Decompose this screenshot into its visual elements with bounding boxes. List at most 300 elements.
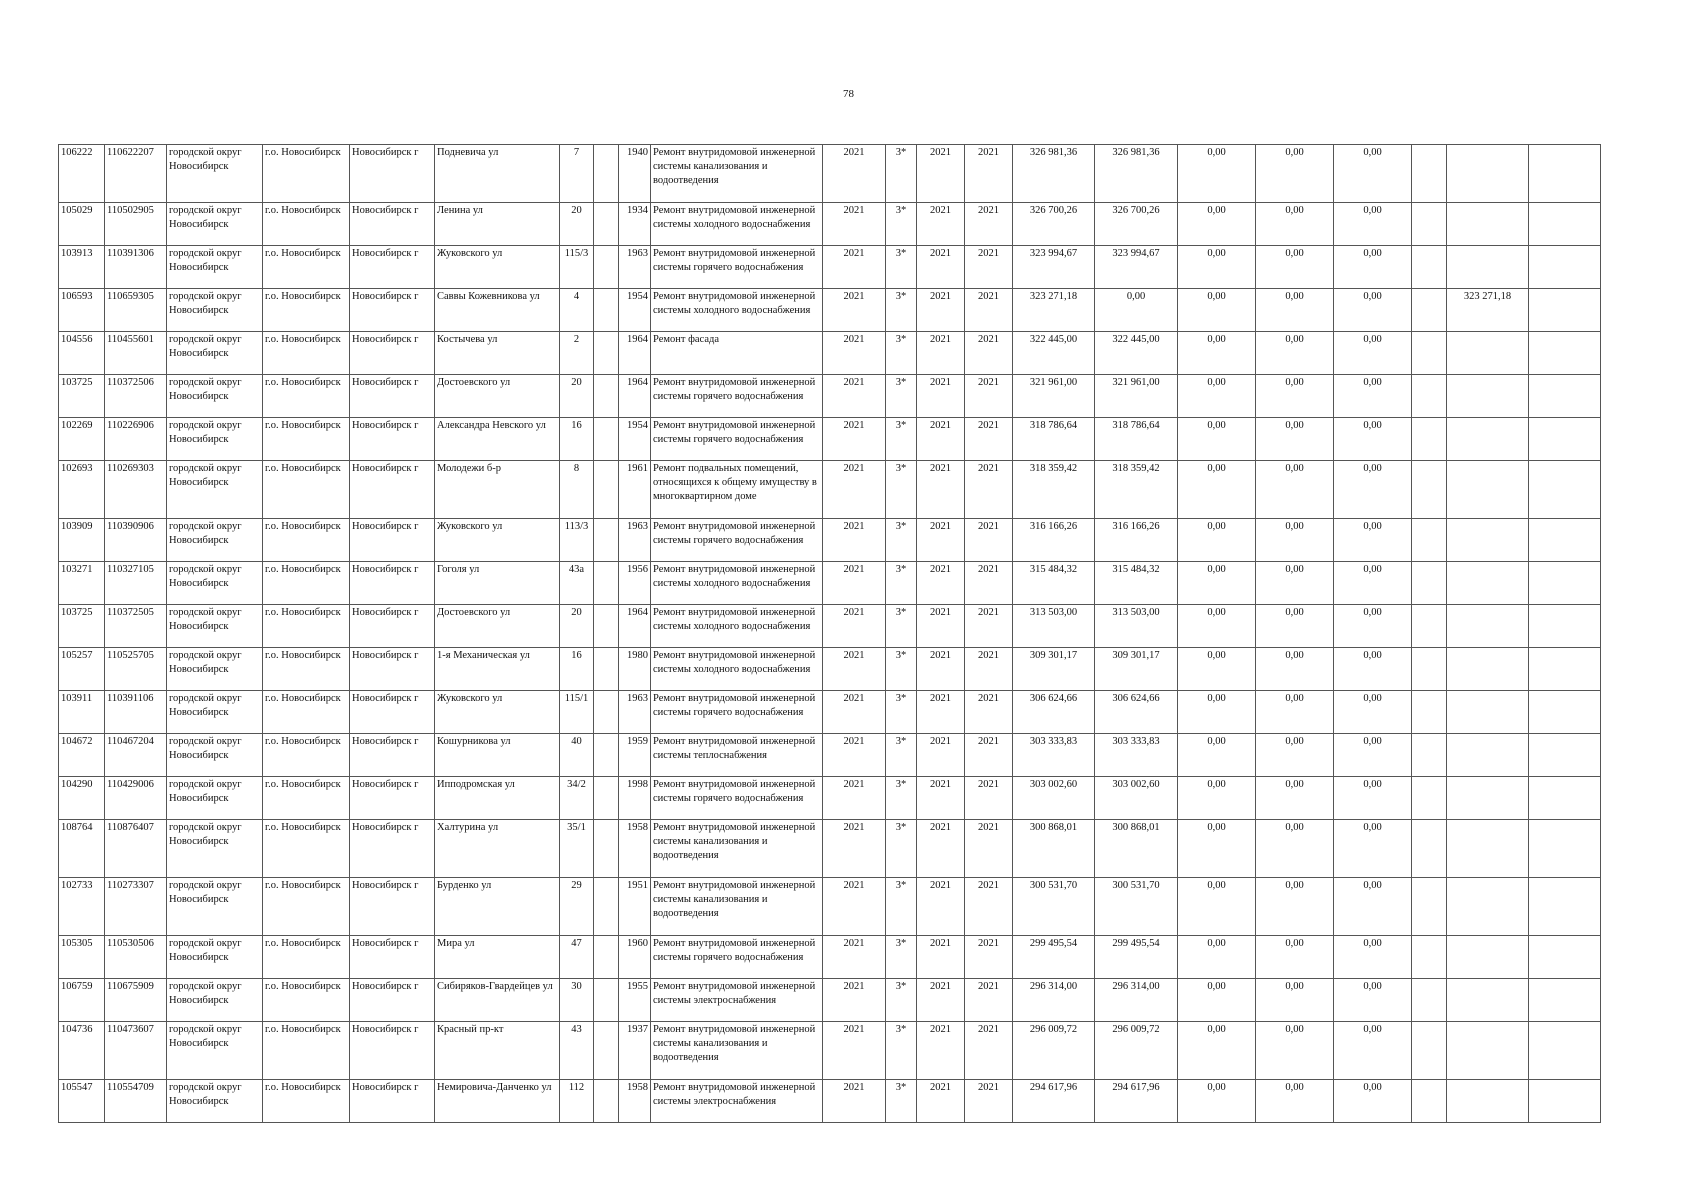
cell-start-year: 2021 xyxy=(917,375,965,418)
cell-plan-year: 2021 xyxy=(823,1080,886,1123)
cell-other-cost xyxy=(1447,246,1529,289)
cell-start-year: 2021 xyxy=(917,777,965,820)
cell-record-id: 102693 xyxy=(59,461,105,519)
cell-category: 3* xyxy=(886,562,917,605)
cell-locality: Новосибирск г xyxy=(350,979,435,1022)
cell-work-type: Ремонт внутридомовой инженерной системы канализования и водоотведения xyxy=(651,145,823,203)
cell-cost-3: 0,00 xyxy=(1334,289,1412,332)
cell-plan-year: 2021 xyxy=(823,648,886,691)
cell-municipality: г.о. Новосибирск xyxy=(263,289,350,332)
cell-empty xyxy=(1412,332,1447,375)
cell-record-id: 103909 xyxy=(59,519,105,562)
cell-cost-1: 0,00 xyxy=(1178,145,1256,203)
cell-municipality: г.о. Новосибирск xyxy=(263,562,350,605)
cell-start-year: 2021 xyxy=(917,734,965,777)
cell-municipality: г.о. Новосибирск xyxy=(263,332,350,375)
table-row xyxy=(59,605,1601,648)
cell-plan-year: 2021 xyxy=(823,519,886,562)
cell-total-cost: 300 531,70 xyxy=(1013,878,1095,936)
cell-total-cost: 313 503,00 xyxy=(1013,605,1095,648)
cell-end-year: 2021 xyxy=(965,878,1013,936)
cell-cost-1: 0,00 xyxy=(1178,648,1256,691)
cell-category: 3* xyxy=(886,289,917,332)
cell-locality: Новосибирск г xyxy=(350,461,435,519)
cell-district: городской округ Новосибирск xyxy=(167,820,263,878)
table-row xyxy=(59,820,1601,878)
cell-cost-3: 0,00 xyxy=(1334,145,1412,203)
cell-fund-cost: 303 333,83 xyxy=(1095,734,1178,777)
cell-plan-year: 2021 xyxy=(823,979,886,1022)
cell-cost-1: 0,00 xyxy=(1178,418,1256,461)
cell-record-id: 102733 xyxy=(59,878,105,936)
cell-end-year: 2021 xyxy=(965,734,1013,777)
cell-fund-cost: 326 981,36 xyxy=(1095,145,1178,203)
cell-work-type: Ремонт внутридомовой инженерной системы электроснабжения xyxy=(651,1080,823,1123)
cell-cost-3: 0,00 xyxy=(1334,203,1412,246)
cell-category: 3* xyxy=(886,820,917,878)
cell-street: 1-я Механическая ул xyxy=(435,648,560,691)
cell-house-code: 110391106 xyxy=(105,691,167,734)
cell-category: 3* xyxy=(886,691,917,734)
cell-plan-year: 2021 xyxy=(823,332,886,375)
cell-house-number: 43а xyxy=(560,562,594,605)
cell-district: городской округ Новосибирск xyxy=(167,145,263,203)
cell-year-built: 1954 xyxy=(619,418,651,461)
cell-record-id: 106222 xyxy=(59,145,105,203)
cell-year-built: 1959 xyxy=(619,734,651,777)
cell-year-built: 1937 xyxy=(619,1022,651,1080)
cell-other-cost xyxy=(1447,375,1529,418)
cell-other-cost xyxy=(1447,936,1529,979)
cell-district: городской округ Новосибирск xyxy=(167,979,263,1022)
cell-start-year: 2021 xyxy=(917,936,965,979)
cell-plan-year: 2021 xyxy=(823,203,886,246)
cell-other-cost xyxy=(1447,878,1529,936)
cell-total-cost: 296 009,72 xyxy=(1013,1022,1095,1080)
cell-house-code: 110390906 xyxy=(105,519,167,562)
cell-empty xyxy=(1412,418,1447,461)
cell-house-number: 115/3 xyxy=(560,246,594,289)
table-row xyxy=(59,936,1601,979)
cell-empty xyxy=(1529,375,1601,418)
cell-house-code: 110467204 xyxy=(105,734,167,777)
cell-house-code: 110269303 xyxy=(105,461,167,519)
cell-locality: Новосибирск г xyxy=(350,562,435,605)
cell-cost-3: 0,00 xyxy=(1334,605,1412,648)
cell-other-cost: 323 271,18 xyxy=(1447,289,1529,332)
cell-building xyxy=(594,878,619,936)
cell-municipality: г.о. Новосибирск xyxy=(263,820,350,878)
cell-empty xyxy=(1529,777,1601,820)
cell-plan-year: 2021 xyxy=(823,936,886,979)
cell-empty xyxy=(1529,648,1601,691)
cell-house-code: 110525705 xyxy=(105,648,167,691)
cell-street: Кошурникова ул xyxy=(435,734,560,777)
cell-locality: Новосибирск г xyxy=(350,1080,435,1123)
cell-work-type: Ремонт внутридомовой инженерной системы холодного водоснабжения xyxy=(651,605,823,648)
cell-building xyxy=(594,648,619,691)
cell-year-built: 1964 xyxy=(619,605,651,648)
cell-work-type: Ремонт внутридомовой инженерной системы горячего водоснабжения xyxy=(651,777,823,820)
cell-municipality: г.о. Новосибирск xyxy=(263,777,350,820)
cell-work-type: Ремонт подвальных помещений, относящихся к общему имуществу в многоквартирном доме xyxy=(651,461,823,519)
cell-other-cost xyxy=(1447,519,1529,562)
cell-locality: Новосибирск г xyxy=(350,734,435,777)
cell-fund-cost: 303 002,60 xyxy=(1095,777,1178,820)
cell-start-year: 2021 xyxy=(917,461,965,519)
cell-cost-2: 0,00 xyxy=(1256,1022,1334,1080)
cell-plan-year: 2021 xyxy=(823,605,886,648)
cell-category: 3* xyxy=(886,145,917,203)
cell-locality: Новосибирск г xyxy=(350,289,435,332)
cell-municipality: г.о. Новосибирск xyxy=(263,1080,350,1123)
cell-house-number: 4 xyxy=(560,289,594,332)
cell-house-code: 110372505 xyxy=(105,605,167,648)
table-row xyxy=(59,145,1601,203)
cell-cost-2: 0,00 xyxy=(1256,332,1334,375)
cell-house-number: 43 xyxy=(560,1022,594,1080)
cell-empty xyxy=(1412,375,1447,418)
cell-cost-1: 0,00 xyxy=(1178,691,1256,734)
cell-end-year: 2021 xyxy=(965,562,1013,605)
cell-cost-3: 0,00 xyxy=(1334,777,1412,820)
cell-fund-cost: 296 009,72 xyxy=(1095,1022,1178,1080)
cell-record-id: 104556 xyxy=(59,332,105,375)
cell-other-cost xyxy=(1447,1080,1529,1123)
cell-house-code: 110622207 xyxy=(105,145,167,203)
cell-cost-1: 0,00 xyxy=(1178,1022,1256,1080)
table-row xyxy=(59,691,1601,734)
cell-cost-2: 0,00 xyxy=(1256,605,1334,648)
cell-plan-year: 2021 xyxy=(823,289,886,332)
cell-locality: Новосибирск г xyxy=(350,519,435,562)
cell-building xyxy=(594,461,619,519)
cell-empty xyxy=(1412,820,1447,878)
cell-fund-cost: 309 301,17 xyxy=(1095,648,1178,691)
cell-work-type: Ремонт внутридомовой инженерной системы горячего водоснабжения xyxy=(651,375,823,418)
cell-category: 3* xyxy=(886,936,917,979)
cell-house-number: 20 xyxy=(560,605,594,648)
cell-year-built: 1958 xyxy=(619,1080,651,1123)
cell-cost-1: 0,00 xyxy=(1178,1080,1256,1123)
cell-empty xyxy=(1529,203,1601,246)
cell-street: Саввы Кожевникова ул xyxy=(435,289,560,332)
cell-start-year: 2021 xyxy=(917,820,965,878)
cell-empty xyxy=(1412,605,1447,648)
cell-street: Подневича ул xyxy=(435,145,560,203)
cell-record-id: 106593 xyxy=(59,289,105,332)
cell-street: Жуковского ул xyxy=(435,691,560,734)
cell-empty xyxy=(1529,878,1601,936)
cell-cost-1: 0,00 xyxy=(1178,461,1256,519)
cell-house-code: 110372506 xyxy=(105,375,167,418)
cell-record-id: 105257 xyxy=(59,648,105,691)
cell-building xyxy=(594,777,619,820)
cell-cost-1: 0,00 xyxy=(1178,519,1256,562)
cell-locality: Новосибирск г xyxy=(350,203,435,246)
cell-house-number: 115/1 xyxy=(560,691,594,734)
cell-house-code: 110876407 xyxy=(105,820,167,878)
table-row xyxy=(59,648,1601,691)
table-row xyxy=(59,203,1601,246)
cell-total-cost: 322 445,00 xyxy=(1013,332,1095,375)
cell-cost-2: 0,00 xyxy=(1256,375,1334,418)
cell-house-code: 110226906 xyxy=(105,418,167,461)
cell-municipality: г.о. Новосибирск xyxy=(263,519,350,562)
cell-house-code: 110327105 xyxy=(105,562,167,605)
cell-cost-3: 0,00 xyxy=(1334,1022,1412,1080)
page-number: 78 xyxy=(843,88,854,100)
cell-empty xyxy=(1412,562,1447,605)
cell-cost-1: 0,00 xyxy=(1178,332,1256,375)
cell-other-cost xyxy=(1447,461,1529,519)
cell-district: городской округ Новосибирск xyxy=(167,734,263,777)
cell-street: Костычева ул xyxy=(435,332,560,375)
cell-street: Ипподромская ул xyxy=(435,777,560,820)
cell-work-type: Ремонт внутридомовой инженерной системы теплоснабжения xyxy=(651,734,823,777)
cell-record-id: 105305 xyxy=(59,936,105,979)
cell-end-year: 2021 xyxy=(965,1022,1013,1080)
cell-municipality: г.о. Новосибирск xyxy=(263,691,350,734)
cell-record-id: 103911 xyxy=(59,691,105,734)
cell-locality: Новосибирск г xyxy=(350,246,435,289)
table-row xyxy=(59,777,1601,820)
cell-street: Сибиряков-Гвардейцев ул xyxy=(435,979,560,1022)
cell-district: городской округ Новосибирск xyxy=(167,246,263,289)
cell-end-year: 2021 xyxy=(965,1080,1013,1123)
cell-cost-1: 0,00 xyxy=(1178,246,1256,289)
cell-end-year: 2021 xyxy=(965,203,1013,246)
cell-end-year: 2021 xyxy=(965,936,1013,979)
cell-empty xyxy=(1412,979,1447,1022)
cell-end-year: 2021 xyxy=(965,519,1013,562)
cell-category: 3* xyxy=(886,605,917,648)
cell-year-built: 1964 xyxy=(619,375,651,418)
cell-category: 3* xyxy=(886,648,917,691)
cell-plan-year: 2021 xyxy=(823,246,886,289)
cell-district: городской округ Новосибирск xyxy=(167,289,263,332)
cell-work-type: Ремонт внутридомовой инженерной системы горячего водоснабжения xyxy=(651,246,823,289)
cell-year-built: 1940 xyxy=(619,145,651,203)
cell-building xyxy=(594,1022,619,1080)
cell-other-cost xyxy=(1447,979,1529,1022)
cell-cost-2: 0,00 xyxy=(1256,777,1334,820)
cell-empty xyxy=(1412,1022,1447,1080)
cell-record-id: 103725 xyxy=(59,375,105,418)
cell-district: городской округ Новосибирск xyxy=(167,375,263,418)
cell-district: городской округ Новосибирск xyxy=(167,203,263,246)
cell-district: городской округ Новосибирск xyxy=(167,777,263,820)
cell-cost-2: 0,00 xyxy=(1256,246,1334,289)
cell-empty xyxy=(1529,562,1601,605)
cell-house-code: 110530506 xyxy=(105,936,167,979)
cell-house-code: 110659305 xyxy=(105,289,167,332)
cell-plan-year: 2021 xyxy=(823,820,886,878)
cell-work-type: Ремонт внутридомовой инженерной системы холодного водоснабжения xyxy=(651,289,823,332)
cell-record-id: 104290 xyxy=(59,777,105,820)
cell-plan-year: 2021 xyxy=(823,777,886,820)
cell-other-cost xyxy=(1447,145,1529,203)
cell-empty xyxy=(1412,203,1447,246)
cell-record-id: 106759 xyxy=(59,979,105,1022)
cell-empty xyxy=(1412,461,1447,519)
cell-street: Жуковского ул xyxy=(435,519,560,562)
cell-year-built: 1960 xyxy=(619,936,651,979)
cell-empty xyxy=(1529,418,1601,461)
cell-plan-year: 2021 xyxy=(823,461,886,519)
cell-total-cost: 294 617,96 xyxy=(1013,1080,1095,1123)
cell-start-year: 2021 xyxy=(917,691,965,734)
cell-street: Достоевского ул xyxy=(435,375,560,418)
cell-empty xyxy=(1529,605,1601,648)
cell-year-built: 1980 xyxy=(619,648,651,691)
cell-building xyxy=(594,332,619,375)
cell-record-id: 105547 xyxy=(59,1080,105,1123)
cell-street: Достоевского ул xyxy=(435,605,560,648)
cell-category: 3* xyxy=(886,1022,917,1080)
cell-end-year: 2021 xyxy=(965,979,1013,1022)
cell-cost-2: 0,00 xyxy=(1256,979,1334,1022)
cell-total-cost: 303 002,60 xyxy=(1013,777,1095,820)
cell-start-year: 2021 xyxy=(917,878,965,936)
cell-cost-3: 0,00 xyxy=(1334,648,1412,691)
table-row xyxy=(59,1080,1601,1123)
cell-locality: Новосибирск г xyxy=(350,332,435,375)
cell-house-number: 113/3 xyxy=(560,519,594,562)
cell-house-number: 16 xyxy=(560,418,594,461)
cell-house-code: 110502905 xyxy=(105,203,167,246)
cell-empty xyxy=(1412,1080,1447,1123)
cell-cost-1: 0,00 xyxy=(1178,289,1256,332)
cell-house-number: 35/1 xyxy=(560,820,594,878)
cell-house-number: 16 xyxy=(560,648,594,691)
cell-building xyxy=(594,246,619,289)
cell-cost-1: 0,00 xyxy=(1178,979,1256,1022)
cell-end-year: 2021 xyxy=(965,820,1013,878)
cell-building xyxy=(594,1080,619,1123)
cell-house-code: 110554709 xyxy=(105,1080,167,1123)
cell-record-id: 108764 xyxy=(59,820,105,878)
cell-house-number: 2 xyxy=(560,332,594,375)
cell-empty xyxy=(1529,820,1601,878)
cell-fund-cost: 313 503,00 xyxy=(1095,605,1178,648)
cell-year-built: 1963 xyxy=(619,691,651,734)
table-row xyxy=(59,979,1601,1022)
cell-fund-cost: 323 994,67 xyxy=(1095,246,1178,289)
cell-plan-year: 2021 xyxy=(823,878,886,936)
cell-record-id: 103725 xyxy=(59,605,105,648)
cell-plan-year: 2021 xyxy=(823,562,886,605)
cell-category: 3* xyxy=(886,777,917,820)
cell-municipality: г.о. Новосибирск xyxy=(263,936,350,979)
cell-end-year: 2021 xyxy=(965,418,1013,461)
cell-year-built: 1963 xyxy=(619,519,651,562)
cell-year-built: 1964 xyxy=(619,332,651,375)
cell-district: городской округ Новосибирск xyxy=(167,519,263,562)
cell-plan-year: 2021 xyxy=(823,1022,886,1080)
cell-district: городской округ Новосибирск xyxy=(167,648,263,691)
cell-other-cost xyxy=(1447,820,1529,878)
cell-record-id: 104736 xyxy=(59,1022,105,1080)
cell-total-cost: 303 333,83 xyxy=(1013,734,1095,777)
cell-plan-year: 2021 xyxy=(823,418,886,461)
cell-empty xyxy=(1529,246,1601,289)
cell-fund-cost: 315 484,32 xyxy=(1095,562,1178,605)
cell-other-cost xyxy=(1447,734,1529,777)
cell-fund-cost: 299 495,54 xyxy=(1095,936,1178,979)
cell-total-cost: 300 868,01 xyxy=(1013,820,1095,878)
cell-end-year: 2021 xyxy=(965,246,1013,289)
cell-cost-2: 0,00 xyxy=(1256,691,1334,734)
cell-municipality: г.о. Новосибирск xyxy=(263,1022,350,1080)
cell-fund-cost: 316 166,26 xyxy=(1095,519,1178,562)
cell-cost-2: 0,00 xyxy=(1256,461,1334,519)
cell-year-built: 1956 xyxy=(619,562,651,605)
cell-start-year: 2021 xyxy=(917,332,965,375)
cell-fund-cost: 322 445,00 xyxy=(1095,332,1178,375)
cell-building xyxy=(594,936,619,979)
cell-house-number: 20 xyxy=(560,203,594,246)
cell-record-id: 102269 xyxy=(59,418,105,461)
table-row xyxy=(59,418,1601,461)
cell-building xyxy=(594,418,619,461)
cell-other-cost xyxy=(1447,648,1529,691)
cell-street: Жуковского ул xyxy=(435,246,560,289)
cell-empty xyxy=(1529,332,1601,375)
cell-plan-year: 2021 xyxy=(823,375,886,418)
cell-empty xyxy=(1529,734,1601,777)
cell-empty xyxy=(1412,648,1447,691)
cell-house-number: 112 xyxy=(560,1080,594,1123)
cell-cost-3: 0,00 xyxy=(1334,734,1412,777)
cell-category: 3* xyxy=(886,375,917,418)
cell-year-built: 1958 xyxy=(619,820,651,878)
cell-district: городской округ Новосибирск xyxy=(167,1080,263,1123)
cell-locality: Новосибирск г xyxy=(350,691,435,734)
table-row xyxy=(59,332,1601,375)
cell-start-year: 2021 xyxy=(917,605,965,648)
cell-district: городской округ Новосибирск xyxy=(167,691,263,734)
cell-fund-cost: 300 868,01 xyxy=(1095,820,1178,878)
cell-empty xyxy=(1412,878,1447,936)
cell-category: 3* xyxy=(886,246,917,289)
cell-work-type: Ремонт внутридомовой инженерной системы канализования и водоотведения xyxy=(651,878,823,936)
cell-category: 3* xyxy=(886,878,917,936)
cell-cost-1: 0,00 xyxy=(1178,777,1256,820)
cell-cost-2: 0,00 xyxy=(1256,289,1334,332)
cell-house-number: 34/2 xyxy=(560,777,594,820)
cell-house-number: 7 xyxy=(560,145,594,203)
cell-cost-3: 0,00 xyxy=(1334,246,1412,289)
cell-cost-2: 0,00 xyxy=(1256,418,1334,461)
cell-empty xyxy=(1529,461,1601,519)
cell-record-id: 105029 xyxy=(59,203,105,246)
cell-total-cost: 309 301,17 xyxy=(1013,648,1095,691)
cell-end-year: 2021 xyxy=(965,332,1013,375)
cell-cost-3: 0,00 xyxy=(1334,878,1412,936)
cell-other-cost xyxy=(1447,605,1529,648)
cell-start-year: 2021 xyxy=(917,246,965,289)
cell-locality: Новосибирск г xyxy=(350,1022,435,1080)
cell-year-built: 1955 xyxy=(619,979,651,1022)
cell-empty xyxy=(1412,246,1447,289)
cell-empty xyxy=(1412,145,1447,203)
cell-cost-3: 0,00 xyxy=(1334,1080,1412,1123)
cell-total-cost: 321 961,00 xyxy=(1013,375,1095,418)
cell-other-cost xyxy=(1447,332,1529,375)
cell-cost-2: 0,00 xyxy=(1256,1080,1334,1123)
cell-locality: Новосибирск г xyxy=(350,418,435,461)
